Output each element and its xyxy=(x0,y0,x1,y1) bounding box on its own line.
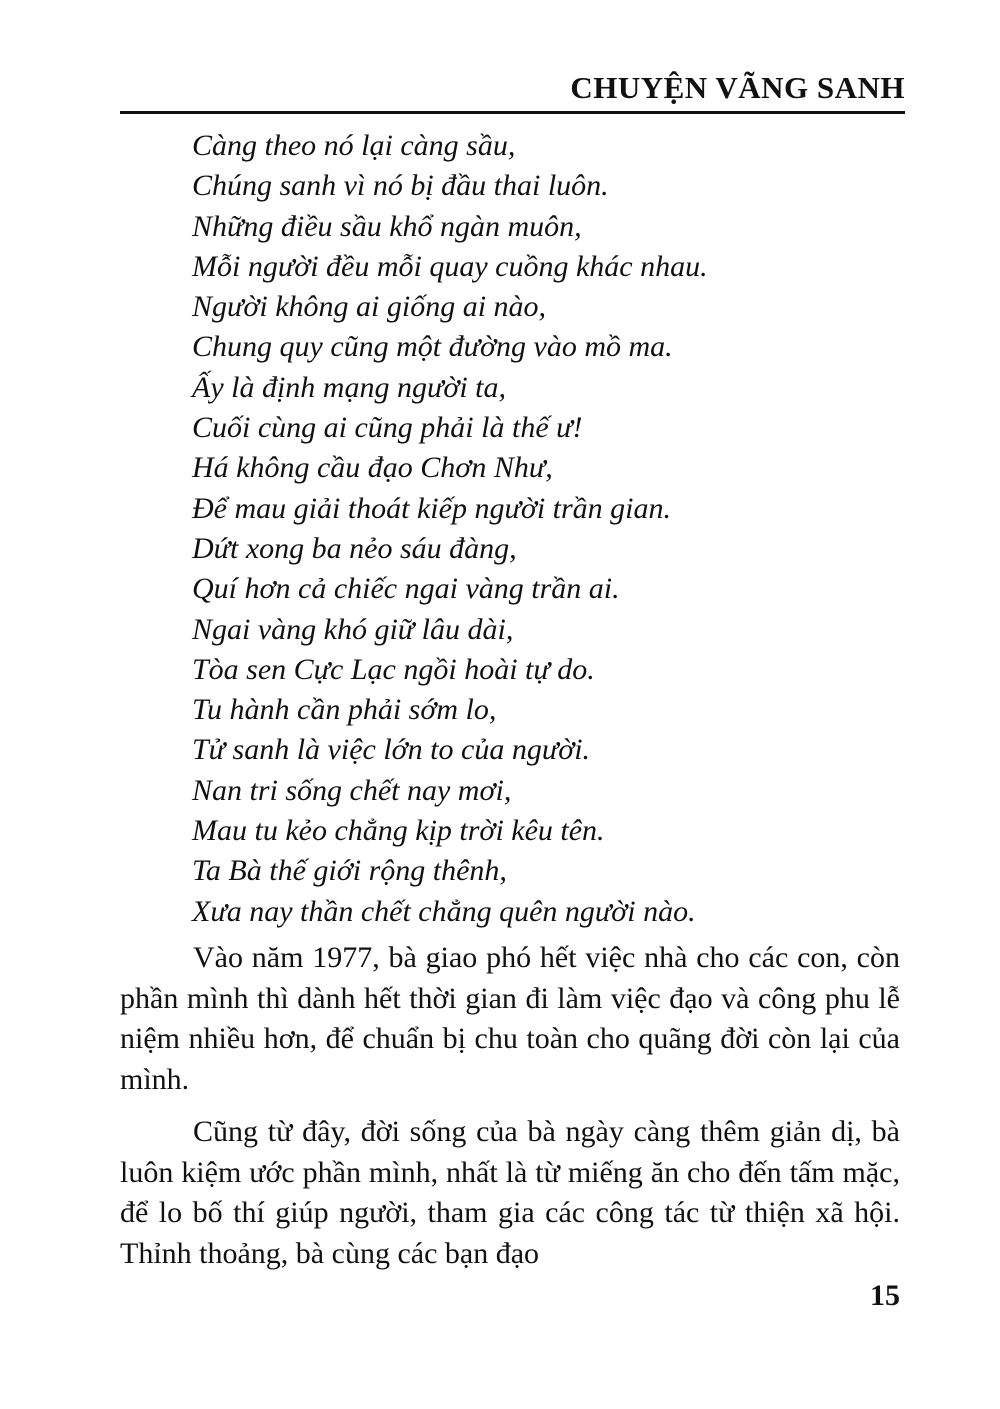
poem-line: Mỗi người đều mỗi quay cuồng khác nhau. xyxy=(192,249,708,283)
poem-line: Ta Bà thế giới rộng thênh, xyxy=(192,854,507,888)
poem xyxy=(192,126,892,932)
poem-line: Chúng sanh vì nó bị đầu thai luôn. xyxy=(192,169,609,203)
poem-line: Xưa nay thần chết chẳng quên người nào. xyxy=(192,894,696,928)
poem-line: Tu hành cần phải sớm lo, xyxy=(192,693,497,727)
poem-line: Càng theo nó lại càng sầu, xyxy=(192,129,516,162)
poem-line: Dứt xong ba nẻo sáu đàng, xyxy=(192,531,517,565)
poem-line: Tử sanh là việc lớn to của người. xyxy=(192,733,591,767)
poem-line: Quí hơn cả chiếc ngai vàng trần ai. xyxy=(192,572,620,606)
poem-line: Ấy là định mạng người ta, xyxy=(192,370,507,404)
poem-line: Há không cầu đạo Chơn Như, xyxy=(192,451,553,485)
poem-line: Mau tu kẻo chẳng kịp trời kêu tên. xyxy=(192,814,605,848)
header-rule xyxy=(120,111,905,114)
poem-line: Ngai vàng khó giữ lâu dài, xyxy=(192,612,514,646)
poem-line: Tòa sen Cực Lạc ngồi hoài tự do. xyxy=(192,652,595,686)
poem-line: Cuối cùng ai cũng phải là thế ư! xyxy=(192,411,583,445)
page-number: 15 xyxy=(870,1279,900,1312)
body-paragraph: Vào năm 1977, bà giao phó hết việc nhà cho các con, còn phần mình thì dành hết thời gian đi làm việc đạo và công phu lễ niệm nhiều hơn, để chuẩn bị chu toàn cho quãng đời còn lại của mình. xyxy=(120,941,900,1096)
running-header: CHUYỆN VÃNG SANH xyxy=(570,70,905,105)
body-paragraph: Cũng từ đây, đời sống của bà ngày càng thêm giản dị, bà luôn kiệm ước phần mình, nhất là từ miếng ăn cho đến tấm mặc, để lo bố thí giúp người, tham gia các công tác từ thiện xã hội. Thỉnh thoảng, bà cùng các bạn đạo xyxy=(120,1115,900,1270)
poem-line: Nan tri sống chết nay mơi, xyxy=(192,773,512,807)
poem-line: Người không ai giống ai nào, xyxy=(192,290,547,324)
poem-line: Để mau giải thoát kiếp người trần gian. xyxy=(192,491,672,525)
poem-line: Những điều sầu khổ ngàn muôn, xyxy=(192,209,582,243)
poem-line: Chung quy cũng một đường vào mồ ma. xyxy=(192,330,673,364)
